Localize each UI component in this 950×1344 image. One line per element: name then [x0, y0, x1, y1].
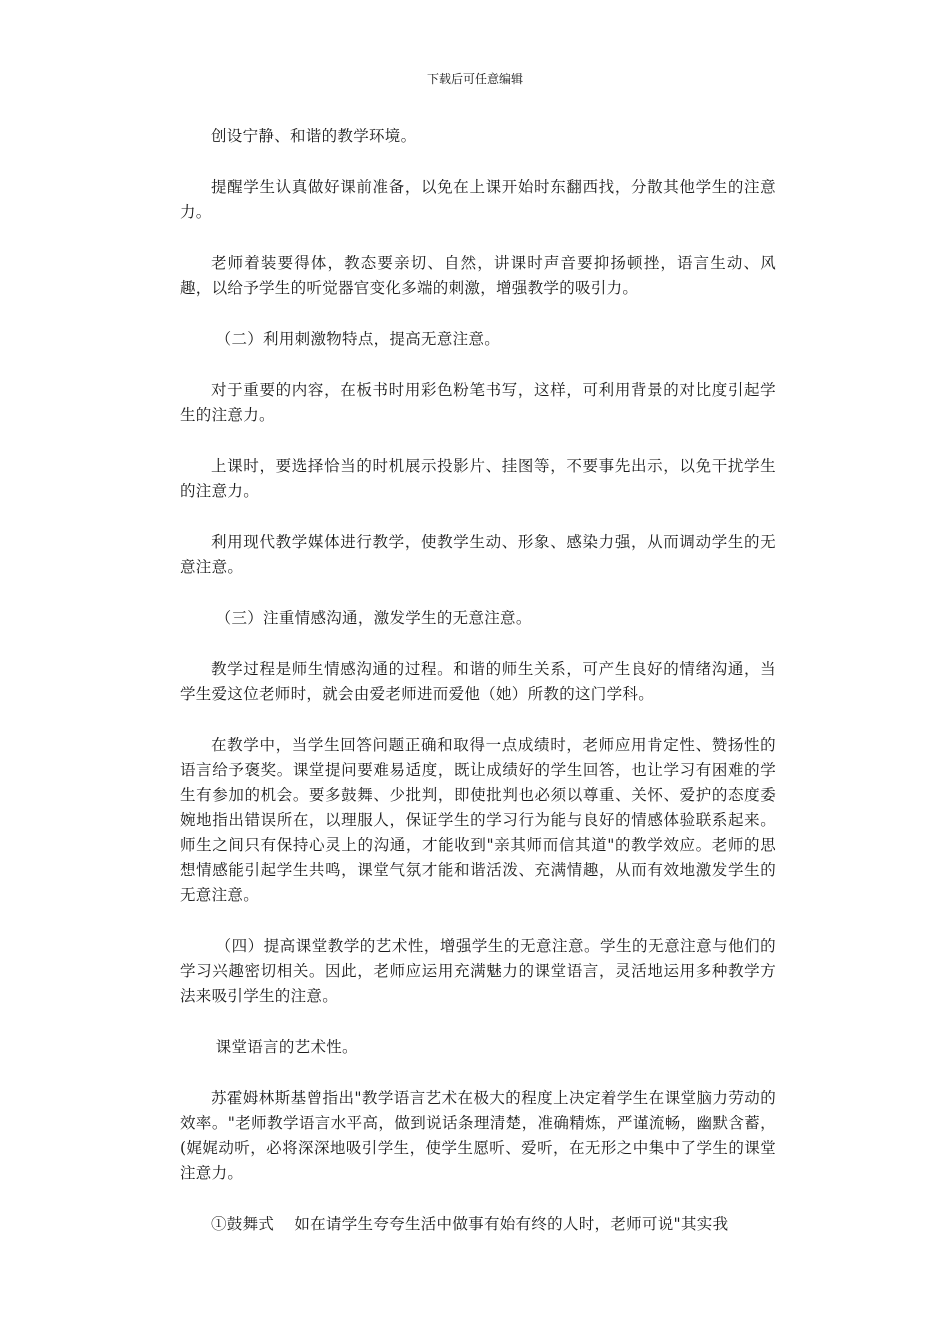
paragraph: 老师着装要得体，教态要亲切、自然，讲课时声音要抑扬顿挫，语言生动、风趣，以给予学生的听觉器官变化多端的刺激，增强教学的吸引力。: [180, 254, 776, 297]
page-header: 下载后可任意编辑: [426, 72, 523, 86]
paragraph: 创设宁静、和谐的教学环境。: [211, 127, 417, 145]
paragraph: （四）提高课堂教学的艺术性，增强学生的无意注意。学生的无意注意与他们的学习兴趣密切相关。因此，老师应运用充满魅力的课堂语言，灵活地运用多种教学方法来吸引学生的注意。: [180, 937, 776, 1005]
paragraph-last: [180, 1212, 776, 1237]
paragraph: 苏霍姆林斯基曾指出"教学语言艺术在极大的程度上决定着学生在课堂脑力劳动的效率。"老师教学语言水平高，做到说话条理清楚，准确精炼，严谨流畅，幽默含蓄，(娓娓动听，必将深深地吸引学生，使学生愿听、爱听，在无形之中集中了学生的课堂注意力。: [180, 1089, 776, 1182]
paragraph: 利用现代教学媒体进行教学，使教学生动、形象、感染力强，从而调动学生的无意注意。: [180, 533, 776, 576]
item-label: ①鼓舞式: [211, 1215, 275, 1233]
section-heading: （二）利用刺激物特点，提高无意注意。: [215, 330, 501, 348]
paragraph: 提醒学生认真做好课前准备，以免在上课开始时东翻西找，分散其他学生的注意力。: [180, 178, 776, 221]
paragraph: 在教学中，当学生回答问题正确和取得一点成绩时，老师应用肯定性、赞扬性的语言给予褒奖。课堂提问要难易适度，既让成绩好的学生回答，也让学习有困难的学生有参加的机会。要多鼓舞、少批判，即使批判也必须以尊重、关怀、爱护的态度委婉地指出错误所在，以理服人，保证学生的学习行为能与良好的情感体验联系起来。师生之间只有保持心灵上的沟通，才能收到"亲其师而信其道"的教学效应。老师的思想情感能引起学生共鸣，课堂气氛才能和谐活泼、充满情趣，从而有效地激发学生的无意注意。: [180, 736, 776, 904]
paragraph: 教学过程是师生情感沟通的过程。和谐的师生关系，可产生良好的情绪沟通，当学生爱这位老师时，就会由爱老师进而爱他（她）所教的这门学科。: [180, 660, 776, 703]
section-heading: 课堂语言的艺术性。: [215, 1038, 358, 1056]
paragraph: 上课时，要选择恰当的时机展示投影片、挂图等，不要事先出示，以免干扰学生的注意力。: [180, 457, 776, 500]
paragraph: 对于重要的内容，在板书时用彩色粉笔书写，这样，可利用背景的对比度引起学生的注意力。: [180, 381, 776, 424]
document-body: [180, 124, 776, 1263]
item-text: 如在请学生夸夸生活中做事有始有终的人时，老师可说"其实我: [294, 1215, 729, 1233]
section-heading: （三）注重情感沟通，激发学生的无意注意。: [215, 609, 532, 627]
